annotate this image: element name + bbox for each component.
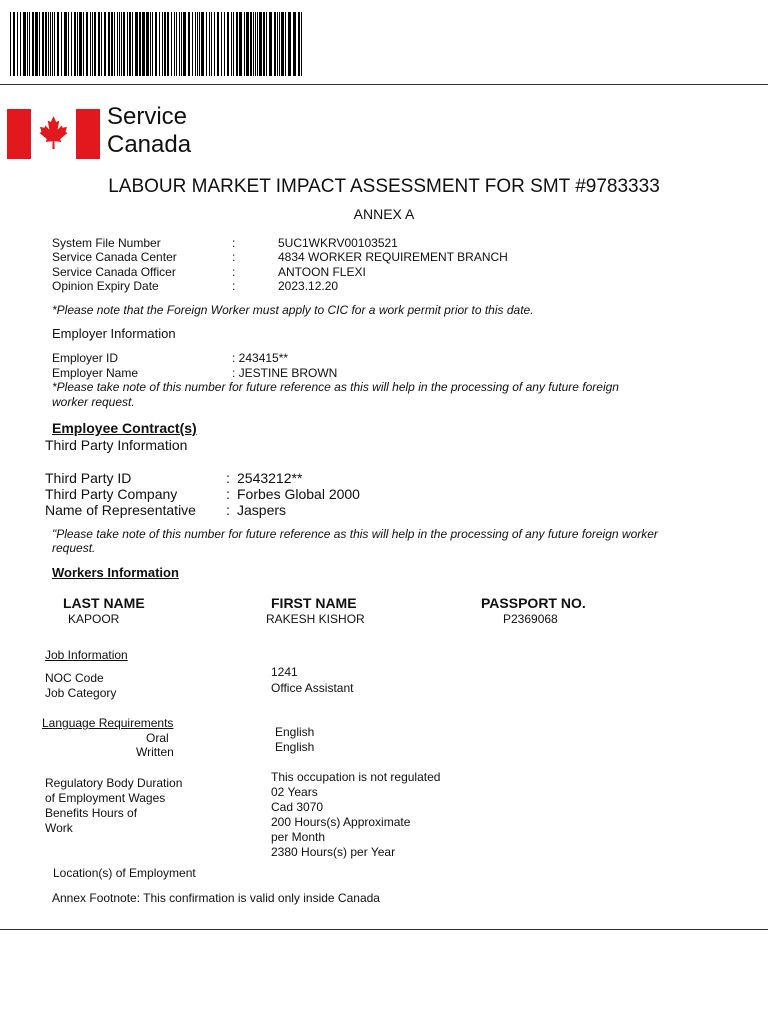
third-party-value: Forbes Global 2000 — [237, 486, 360, 502]
regulatory-label-line: Work — [45, 821, 73, 835]
worker-last-name: KAPOOR — [68, 612, 120, 626]
third-party-value: Jaspers — [237, 502, 287, 518]
file-info-value: 4834 WORKER REQUIREMENT BRANCH — [278, 250, 508, 264]
written-label: Written — [136, 745, 174, 759]
third-party-value: 2543212** — [237, 470, 303, 486]
job-category-label: Job Category — [45, 686, 117, 700]
colon-separator: : — [226, 502, 230, 518]
service-canada-wordmark — [107, 103, 191, 159]
file-info-value: 5UC1WKRV00103521 — [278, 236, 398, 250]
job-category-value: Office Assistant — [271, 681, 354, 695]
oral-value: English — [275, 725, 315, 739]
bottom-rule — [0, 929, 768, 930]
regulatory-value-line: Cad 3070 — [271, 800, 324, 814]
colon-separator: : — [232, 236, 236, 250]
regulatory-label-line: Benefits Hours of — [45, 806, 138, 820]
canada-flag-logo — [7, 109, 100, 159]
regulatory-value-line: 2380 Hours(s) per Year — [271, 845, 396, 859]
regulatory-value-line: This occupation is not regulated — [271, 770, 441, 784]
brand-line-1: Service — [107, 103, 188, 130]
oral-label: Oral — [146, 731, 169, 745]
worker-passport: P2369068 — [503, 612, 558, 626]
file-info-label: System File Number — [52, 236, 161, 250]
column-header-last-name: LAST NAME — [63, 595, 145, 611]
column-header-passport: PASSPORT NO. — [481, 595, 586, 611]
job-info-heading: Job Information — [45, 648, 128, 662]
regulatory-label-line: of Employment Wages — [45, 791, 166, 805]
third-party-note-line-2: request. — [52, 541, 96, 555]
third-party-label: Third Party Company — [45, 486, 178, 502]
file-info-label: Service Canada Officer — [52, 265, 176, 279]
column-header-first-name: FIRST NAME — [271, 595, 357, 611]
file-info-label: Service Canada Center — [52, 250, 177, 264]
top-rule — [0, 84, 768, 85]
file-info-label: Opinion Expiry Date — [52, 279, 159, 293]
worker-first-name: RAKESH KISHOR — [266, 612, 365, 626]
employer-note-line-1: *Please take note of this number for future reference as this will help in the processing of any future foreign — [52, 380, 619, 394]
page-title: LABOUR MARKET IMPACT ASSESSMENT FOR SMT #9783333 — [108, 176, 660, 197]
colon-separator: : — [232, 279, 236, 293]
regulatory-label-line: Regulatory Body Duration — [45, 776, 183, 790]
colon-separator: : — [232, 265, 236, 279]
employer-note-line-2: worker request. — [52, 395, 135, 409]
workers-heading: Workers Information — [52, 565, 179, 580]
third-party-note-line-1: "Please take note of this number for future reference as this will help in the processing of any future foreign worker — [52, 527, 658, 541]
regulatory-value-line: per Month — [271, 830, 326, 844]
annex-footnote: Annex Footnote: This confirmation is valid only inside Canada — [52, 891, 380, 905]
regulatory-value-line: 02 Years — [271, 785, 318, 799]
colon-separator: : — [232, 250, 236, 264]
regulatory-value-line: 200 Hours(s) Approximate — [271, 815, 411, 829]
third-party-label: Name of Representative — [45, 502, 196, 518]
colon-separator: : — [226, 470, 230, 486]
employer-name-value: : JESTINE BROWN — [232, 366, 338, 380]
colon-separator: : — [226, 486, 230, 502]
file-info-value: ANTOON FLEXI — [278, 265, 366, 279]
work-permit-note: *Please note that the Foreign Worker must apply to CIC for a work permit prior to this date. — [52, 303, 534, 317]
employer-name-label: Employer Name — [52, 366, 139, 380]
noc-code-value: 1241 — [271, 665, 298, 679]
brand-line-2: Canada — [107, 131, 192, 158]
noc-code-label: NOC Code — [45, 671, 104, 685]
locations-label: Location(s) of Employment — [53, 866, 196, 880]
file-info-value: 2023.12.20 — [278, 279, 339, 293]
written-value: English — [275, 740, 315, 754]
employer-heading: Employer Information — [52, 326, 176, 341]
employee-contract-heading: Employee Contract(s) — [52, 420, 197, 436]
employer-id-value: : 243415** — [232, 351, 289, 365]
third-party-label: Third Party ID — [45, 470, 132, 486]
employer-id-label: Employer ID — [52, 351, 119, 365]
language-heading: Language Requirements — [42, 716, 174, 730]
third-party-heading: Third Party Information — [45, 437, 188, 453]
annex-label: ANNEX A — [353, 206, 415, 222]
barcode-image — [10, 12, 305, 76]
